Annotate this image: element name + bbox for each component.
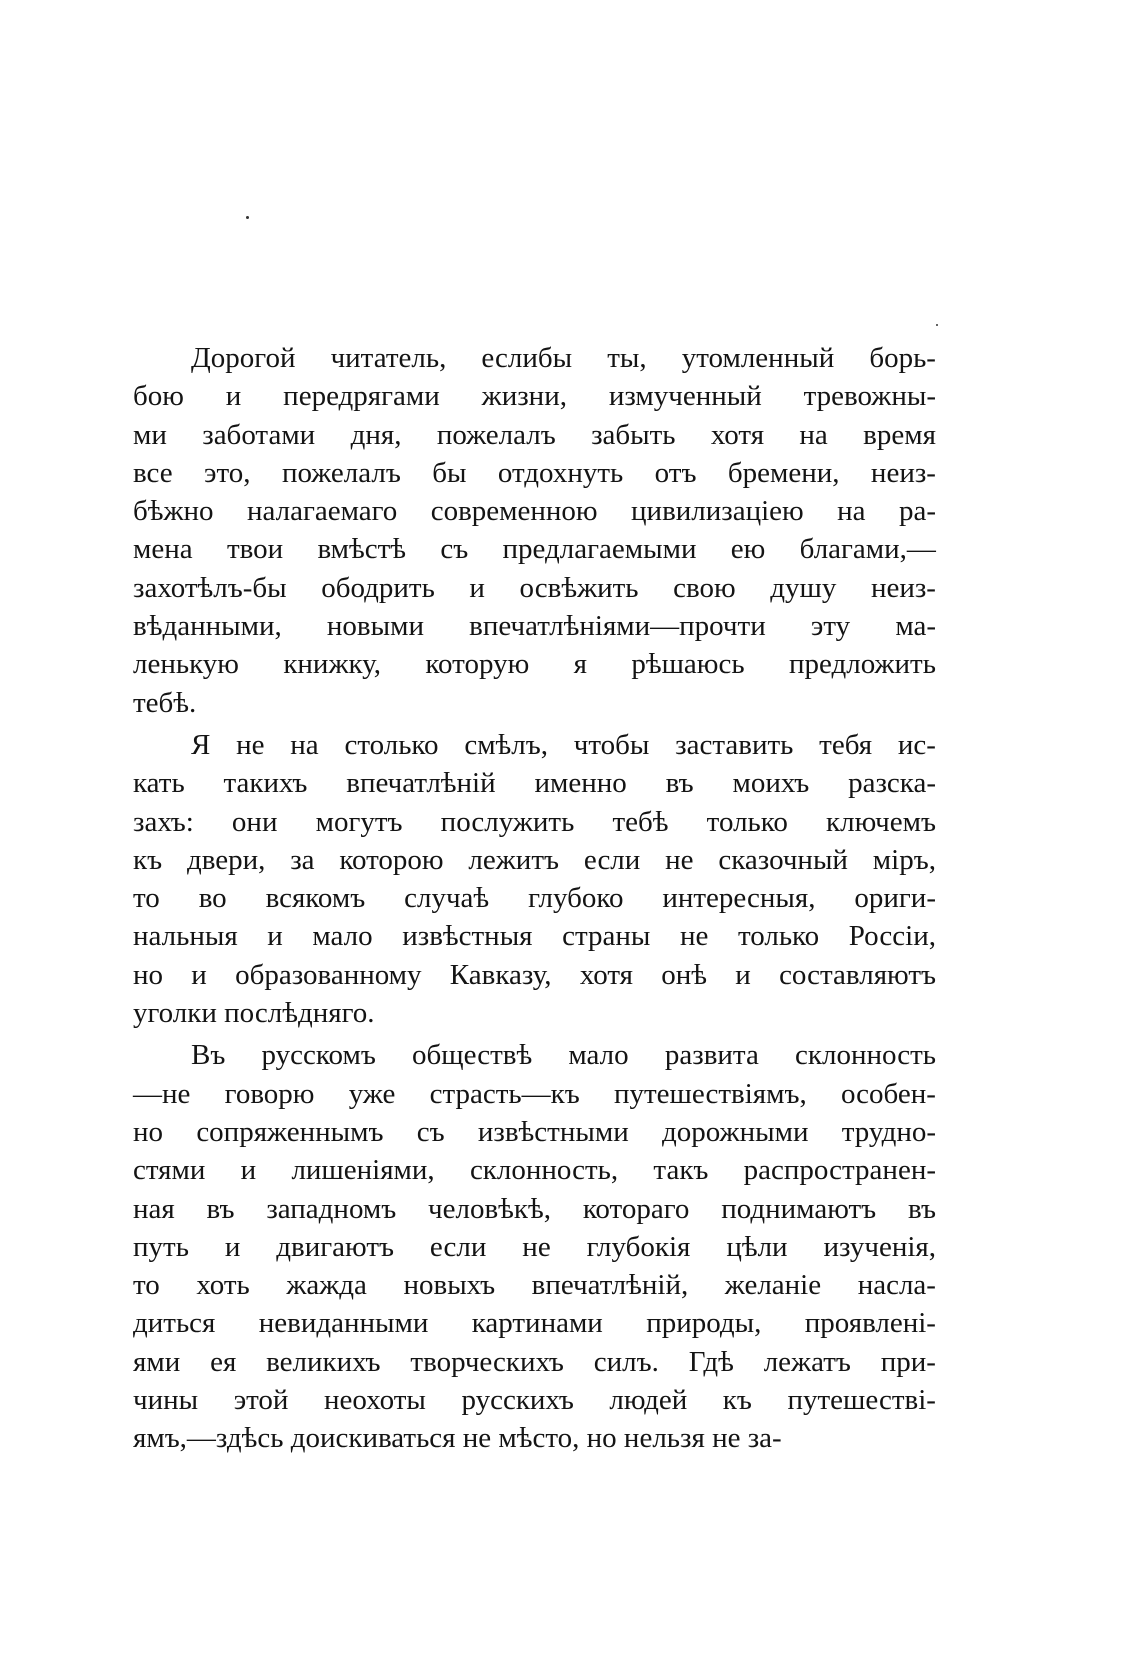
text-line: тебѣ. xyxy=(133,686,197,719)
text-line: Я не на столько смѣлъ, чтобы заставить тебя ис- xyxy=(191,728,936,761)
text-line: но и образованному Кавказу, хотя онѣ и составляютъ xyxy=(133,958,936,991)
print-speck xyxy=(936,324,938,326)
paragraph xyxy=(133,1036,936,1457)
text-line: то хоть жажда новыхъ впечатлѣнiй, желанiе наслa- xyxy=(133,1269,936,1302)
text-line: бою и передрягами жизни, измученный тревожны- xyxy=(133,380,936,413)
text-line: путь и двигаютъ если не глубокiя цѣли изученiя, xyxy=(133,1230,936,1263)
text-line: Дорогой читатель, еслибы ты, утомленный борь- xyxy=(191,342,936,374)
text-line: —не говорю уже страсть—къ путешествiямъ, особен- xyxy=(133,1077,936,1110)
text-line: диться невиданными картинами природы, проявленi- xyxy=(133,1307,936,1340)
text-line: кать такихъ впечатлѣнiй именно въ моихъ разска- xyxy=(133,767,936,800)
text-line: мена твои вмѣстѣ съ предлагаемыми ею благами,— xyxy=(133,533,936,566)
paragraph xyxy=(133,339,936,722)
text-line: къ двери, за которою лежитъ если не сказочный мiръ, xyxy=(133,843,936,876)
text-line: ми заботами дня, пожелалъ забыть хотя на время xyxy=(133,418,936,451)
text-line: ямъ,—здѣсь доискиваться не мѣсто, но нельзя не за- xyxy=(133,1422,782,1455)
text-line: чины этой неохоты русскихъ людей къ путешествi- xyxy=(133,1384,936,1417)
text-line: уголки послѣдняго. xyxy=(133,997,375,1030)
text-line: Въ русскомъ обществѣ мало развита склонность xyxy=(191,1039,936,1072)
text-line: ями ея великихъ творческихъ силъ. Гдѣ лежатъ при- xyxy=(133,1345,936,1378)
text-line: все это, пожелалъ бы отдохнуть отъ бремени, неиз- xyxy=(133,456,936,489)
print-speck xyxy=(246,216,249,219)
text-line: захотѣлъ-бы ободрить и освѣжить свою душу неиз- xyxy=(133,571,936,604)
text-line: захъ: они могутъ послужить тебѣ только ключемъ xyxy=(133,805,936,838)
body-text xyxy=(133,339,936,1458)
text-line: стями и лишенiями, склонность, такъ распространен- xyxy=(133,1154,936,1187)
text-line: ленькую книжку, которую я рѣшаюсь предложить xyxy=(133,648,936,681)
text-line: бѣжно налагаемаго современною цивилизацiею на ра- xyxy=(133,495,936,528)
text-line: но сопряженнымъ съ извѣстными дорожными трудно- xyxy=(133,1115,936,1148)
paragraph xyxy=(133,726,936,1032)
text-line: нальныя и мало извѣстныя страны не только Россiи, xyxy=(133,920,936,953)
text-line: вѣданными, новыми впечатлѣнiями—прочти эту ма- xyxy=(133,610,936,643)
text-line: то во всякомъ случаѣ глубоко интересныя, ориги- xyxy=(133,882,936,915)
text-line: ная въ западномъ человѣкѣ, котораго поднимаютъ въ xyxy=(133,1192,936,1225)
